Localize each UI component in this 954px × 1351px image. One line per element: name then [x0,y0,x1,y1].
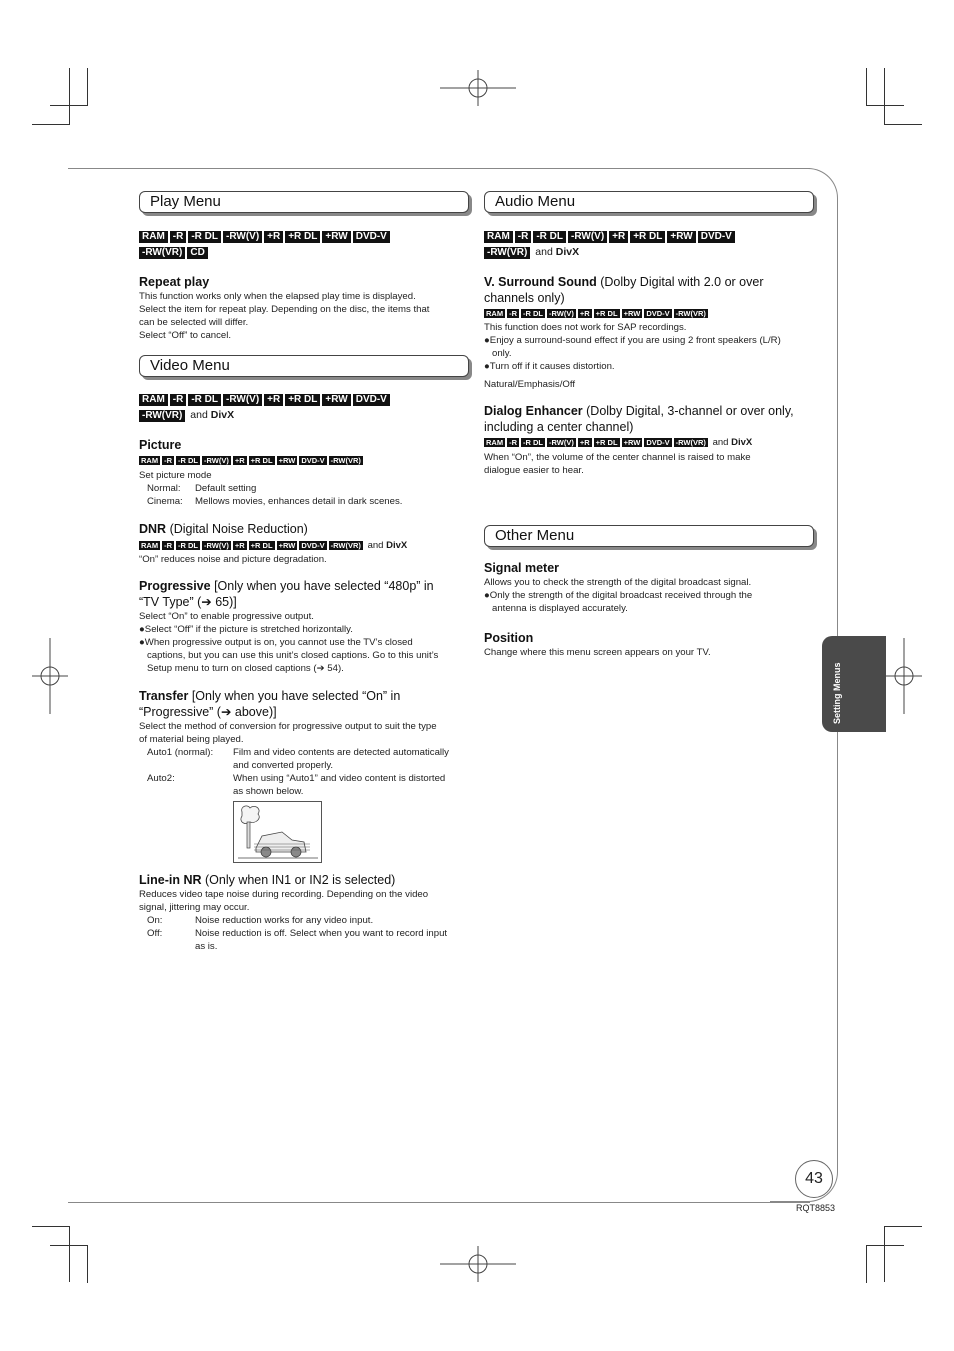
disc-tag: RAM [139,394,168,406]
disc-tag: +RW [623,438,641,447]
disc-tag: -R DL [523,438,544,447]
play-menu-disc-tags [139,229,439,261]
disc-tag: DVD-V [698,231,735,243]
disc-tag: -R [515,231,532,243]
transfer-text: Select the method of conversion for progressive output to suit the type of material being played. [139,721,437,745]
disc-tag: +RW [322,394,350,406]
disc-tag: -RW(V) [223,394,262,406]
disc-tag: RAM [484,231,513,243]
disc-tag: +R DL [630,231,665,243]
crop-mark [866,105,904,106]
dialog-enhancer-text: When “On”, the volume of the center channel is raised to make dialogue easier to hear. [484,452,751,476]
disc-tag: RAM [139,231,168,243]
disc-tag: +R [234,456,245,465]
disc-tag: -R [509,309,518,318]
v-surround-sound-heading: V. Surround Sound (Dolby Digital with 2.0 or over channels only) [484,275,764,305]
disc-tag: RAM [141,456,159,465]
other-menu-title: Other Menu [484,525,814,547]
disc-tag: -R [164,456,173,465]
v-surround-options: Natural/Emphasis/Off [484,379,575,390]
disc-tag: -R DL [188,394,221,406]
position-text: Change where this menu screen appears on your TV. [484,647,711,658]
disc-tag: -RW(VR) [139,247,185,259]
disc-tag: -R [509,438,518,447]
crop-mark [866,68,867,106]
line-in-nr-text: Reduces video tape noise during recording. Depending on the video signal, jittering may occur. [139,889,429,913]
crop-mark [884,1226,885,1282]
side-tab-label: Setting Menus [832,662,842,724]
transfer-heading: Transfer [Only when you have selected “On” in “Progressive” (➔ above)] [139,689,401,719]
picture-cinema-value: Mellows movies, enhances detail in dark scenes. [195,496,403,507]
disc-tag: +R [264,231,283,243]
disc-tag: DVD-V [301,456,325,465]
video-menu-title: Video Menu [139,355,469,377]
disc-tag: -RW(V) [204,456,229,465]
disc-tag: DVD-V [353,231,390,243]
disc-tag: +R [579,438,590,447]
crop-mark [32,1226,70,1227]
page-frame-bottom [68,1202,810,1203]
crop-mark [87,68,88,106]
crop-mark [50,1245,88,1246]
disc-tag: +RW [667,231,695,243]
disc-tag: +R DL [595,438,618,447]
disc-tag: +RW [278,541,296,550]
distorted-video-illustration [233,801,322,863]
transfer-auto2-key: Auto2: [147,773,175,784]
dnr-text: “On” reduces noise and picture degradation. [139,554,327,565]
dialog-enhancer-disc-tags: RAM -R -R DL -RW(V) +R +R DL +RW DVD-V -RW(VR) and DivX [486,437,753,448]
position-heading: Position [484,631,534,645]
dnr-disc-tags: RAM -R -R DL -RW(V) +R +R DL +RW DVD-V -RW(VR) and DivX [141,540,408,551]
crop-mark [32,124,70,125]
dialog-enhancer-heading: Dialog Enhancer (Dolby Digital, 3-channel or over only, including a center channel) [484,404,794,434]
v-surround-text: This function does not work for SAP recordings. ●Enjoy a surround-sound effect if you are using 2 front speakers (L/R) only. ●Turn off if it causes distortion. [484,322,781,372]
picture-disc-tags [139,455,469,467]
disc-tag: -RW(VR) [484,247,530,259]
disc-tag: RAM [486,438,504,447]
video-menu-disc-tags [139,392,439,424]
crop-mark [50,105,88,106]
transfer-auto2-value: When using “Auto1” and video content is distorted as shown below. [233,773,446,797]
disc-tag: -R [170,394,187,406]
disc-tag: -R DL [533,231,566,243]
progressive-heading: Progressive [Only when you have selected “480p” in “TV Type” (➔ 65)] [139,579,434,609]
play-menu-title: Play Menu [139,191,469,213]
disc-tag: +R DL [285,394,320,406]
disc-tag: DVD-V [646,438,670,447]
disc-tag: -RW(VR) [139,410,185,422]
repeat-play-heading: Repeat play [139,275,210,289]
tree-and-car-illustration-icon [234,802,321,862]
disc-tag: -R DL [178,541,199,550]
disc-tag: +RW [623,309,641,318]
signal-meter-text: Allows you to check the strength of the digital broadcast signal. ●Only the strength of the digital broadcast received through the antenna is displayed accurately. [484,577,753,614]
crop-mark [69,1226,70,1282]
disc-tag: +R DL [250,456,273,465]
progressive-text: Select “On” to enable progressive output. ●Select “Off” if the picture is stretched horizontally. ●When progressive output is on, you cannot use the TV’s closed captions, but you can use this unit’s closed captions. Go to this unit’s Setup menu to turn on closed captions (➔ 54). [139,611,439,674]
and-label: and [190,409,208,421]
line-in-nr-heading: Line-in NR (Only when IN1 or IN2 is selected) [139,873,396,887]
document-code: RQT8853 [796,1203,836,1213]
disc-tag: +RW [278,456,296,465]
registration-mark-icon [440,1246,516,1282]
transfer-auto1-value: Film and video contents are detected automatically and converted properly. [233,747,449,771]
audio-menu-disc-tags [484,229,784,261]
disc-tag: RAM [486,309,504,318]
disc-tag: -RW(VR) [330,541,361,550]
disc-tag: -RW(V) [568,231,607,243]
dnr-heading: DNR (Digital Noise Reduction) [139,522,308,536]
picture-normal-value: Default setting [195,483,257,494]
divx-label: DivX [555,246,580,258]
picture-cinema-key: Cinema: [147,496,183,507]
disc-tag: -R DL [523,309,544,318]
disc-tag: +R DL [285,231,320,243]
side-section-tab [822,636,886,732]
crop-mark [866,1245,904,1246]
disc-tag: +R [579,309,590,318]
disc-tag: +R DL [595,309,618,318]
disc-tag: -R DL [188,231,221,243]
line-in-nr-off-key: Off: [147,928,163,939]
disc-tag: +RW [322,231,350,243]
line-in-nr-on-key: On: [147,915,163,926]
and-label: and [535,246,553,258]
disc-tag: -RW(VR) [330,456,361,465]
picture-text: Set picture mode [139,470,212,481]
disc-tag: CD [187,247,207,259]
picture-heading: Picture [139,438,182,452]
v-surround-disc-tags [484,308,814,320]
disc-tag: -RW(V) [549,309,574,318]
crop-mark [69,68,70,124]
disc-tag: RAM [141,541,159,550]
registration-mark-icon [886,638,922,714]
signal-meter-heading: Signal meter [484,561,560,575]
page-frame-top [68,168,810,169]
crop-mark [884,1226,922,1227]
disc-tag: +R [609,231,628,243]
disc-tag: -R DL [178,456,199,465]
crop-mark [884,124,922,125]
line-in-nr-on-value: Noise reduction works for any video input. [195,915,374,926]
disc-tag: +R [264,394,283,406]
transfer-auto1-key: Auto1 (normal): [147,747,214,758]
registration-mark-icon [440,70,516,106]
page-number: 43 [795,1160,833,1198]
disc-tag: +R [234,541,245,550]
disc-tag: -RW(V) [549,438,574,447]
disc-tag: -R [164,541,173,550]
disc-tag: -RW(V) [223,231,262,243]
disc-tag: DVD-V [353,394,390,406]
divx-label: DivX [210,409,235,421]
audio-menu-title: Audio Menu [484,191,814,213]
crop-mark [884,68,885,124]
disc-tag: -RW(V) [204,541,229,550]
registration-mark-icon [32,638,68,714]
disc-tag: -RW(VR) [675,309,706,318]
disc-tag: DVD-V [301,541,325,550]
disc-tag: +R DL [250,541,273,550]
line-in-nr-off-value: Noise reduction is off. Select when you want to record input as is. [195,928,448,952]
disc-tag: -RW(VR) [675,438,706,447]
disc-tag: -R [170,231,187,243]
crop-mark [866,1245,867,1283]
disc-tag: DVD-V [646,309,670,318]
crop-mark [87,1245,88,1283]
repeat-play-text: This function works only when the elapsed play time is displayed. Select the item for repeat play. Depending on the disc, the items that can be selected will differ. Select “Off” to cancel. [139,291,430,341]
picture-normal-key: Normal: [147,483,181,494]
